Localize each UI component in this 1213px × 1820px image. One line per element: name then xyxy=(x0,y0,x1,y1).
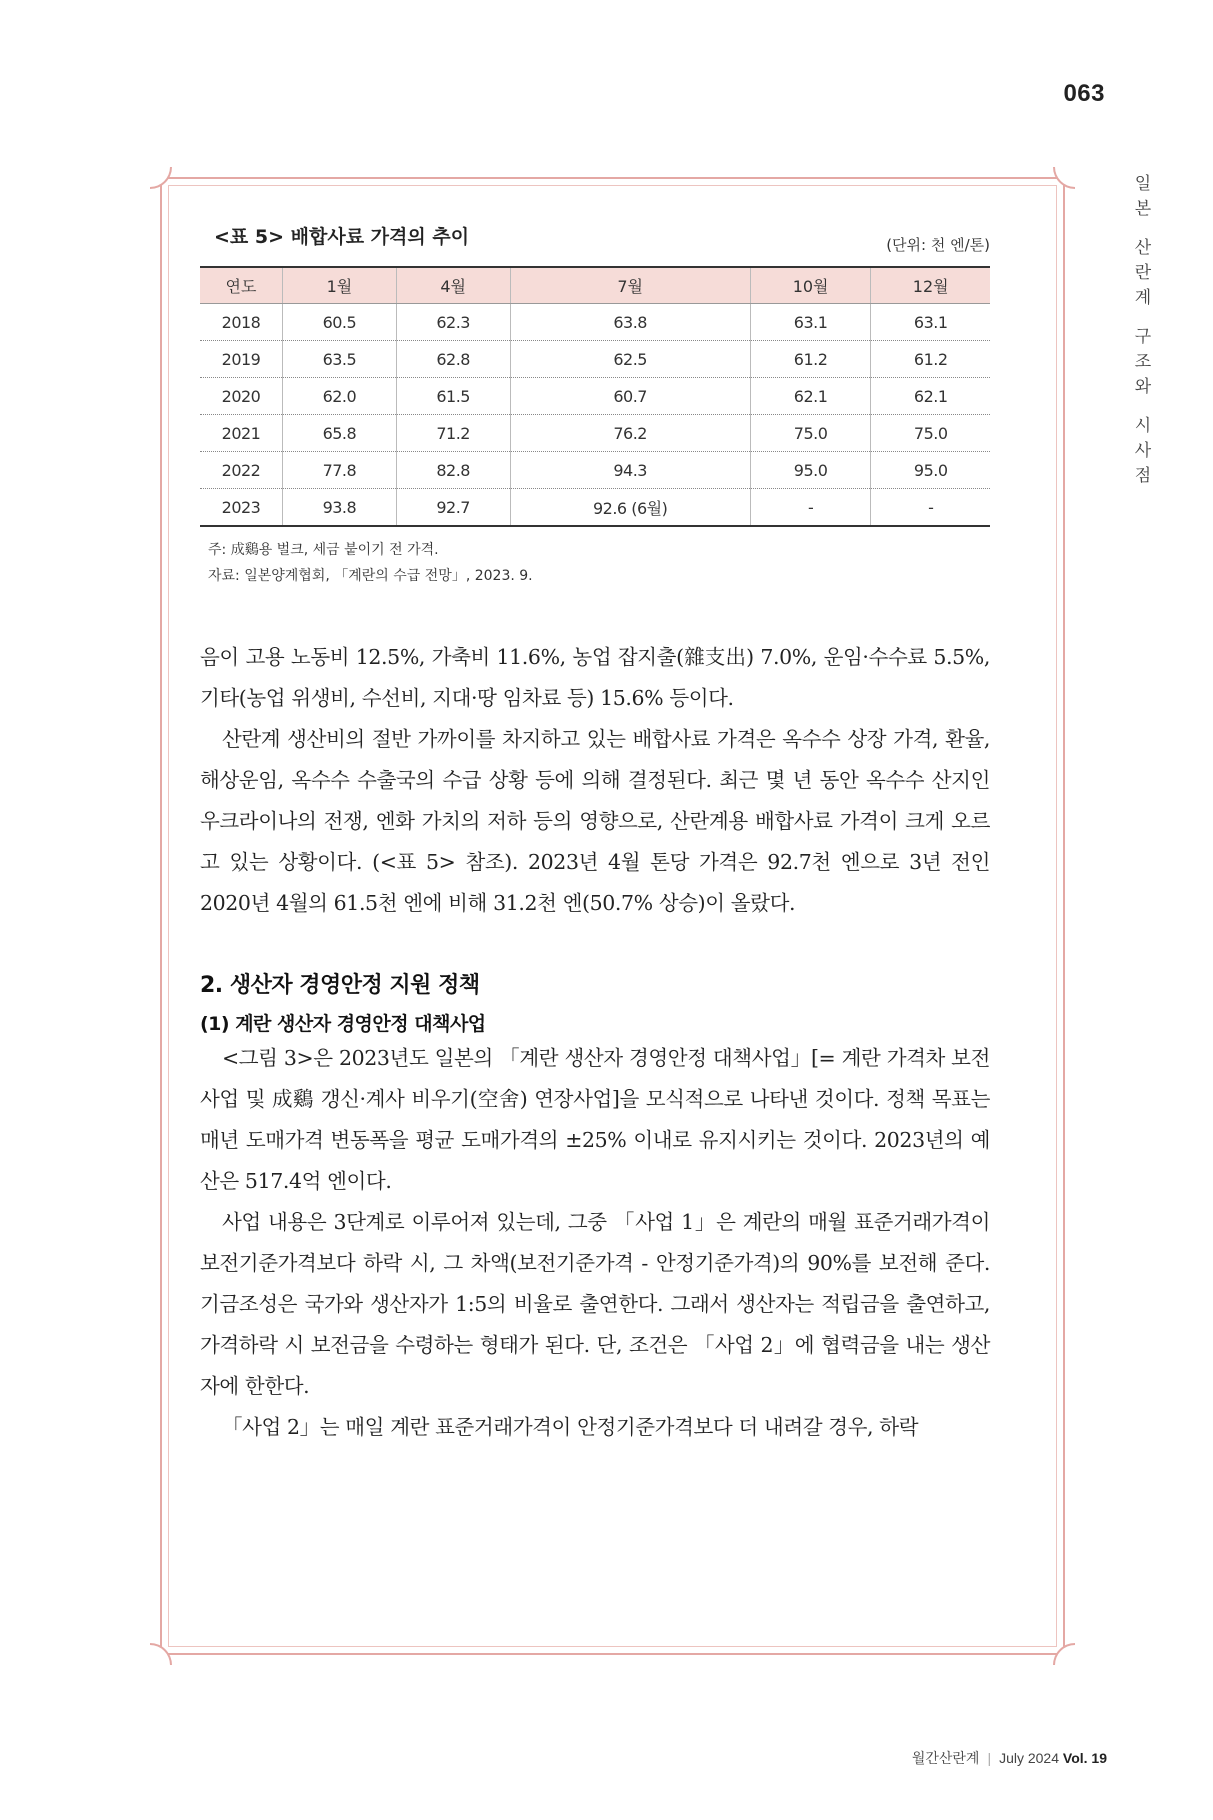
side-title-char xyxy=(1128,222,1158,236)
table-value-cell: 60.7 xyxy=(510,378,750,415)
table-value-cell: 92.6 (6월) xyxy=(510,489,750,527)
table-notes xyxy=(200,537,990,589)
table-header-cell: 1월 xyxy=(283,267,397,304)
table-year-cell: 2020 xyxy=(200,378,283,415)
table-value-cell: 71.2 xyxy=(396,415,510,452)
paragraph: 산란계 생산비의 절반 가까이를 차지하고 있는 배합사료 가격은 옥수수 상장 가격, 환율, 해상운임, 옥수수 수출국의 수급 상황 등에 의해 결정된다. 최근 몇 년 동안 옥수수 산지인 우크라이나의 전쟁, 엔화 가치의 저하 등의 영향으로, 산란계용 배합사료 가격이 크게 오르고 있는 상황이다. (<표 5> 참조). 2023년 4월 톤당 가격은 92.7천 엔으로 3년 전인 2020년 4월의 61.5천 엔에 비해 31.2천 엔(50.7% 상승)이 올랐다. xyxy=(200,727,990,915)
table-value-cell: 63.5 xyxy=(283,341,397,378)
table-value-cell: 92.7 xyxy=(396,489,510,527)
table-year-cell: 2021 xyxy=(200,415,283,452)
table-value-cell: 62.0 xyxy=(283,378,397,415)
issue-date: July 2024 xyxy=(999,1750,1060,1766)
body-text-block-2 xyxy=(200,1038,990,1448)
table-value-cell: 61.2 xyxy=(871,341,990,378)
table-value-cell: 93.8 xyxy=(283,489,397,527)
table-value-cell: 95.0 xyxy=(750,452,871,489)
table-value-cell: 77.8 xyxy=(283,452,397,489)
table-header-cell: 10월 xyxy=(750,267,871,304)
table-value-cell: 63.1 xyxy=(750,304,871,341)
table-value-cell: 62.1 xyxy=(871,378,990,415)
table-header-row xyxy=(200,267,990,304)
table-value-cell: 82.8 xyxy=(396,452,510,489)
table-title: <표 5> 배합사료 가격의 추이 xyxy=(214,226,470,248)
page-number: 063 xyxy=(1063,80,1105,107)
feed-price-table xyxy=(200,266,990,527)
side-title-char: 사 xyxy=(1134,441,1152,461)
table-value-cell: 76.2 xyxy=(510,415,750,452)
side-title-char: 구 xyxy=(1134,327,1152,347)
body-text-block-1 xyxy=(200,637,990,924)
paragraph: 사업 내용은 3단계로 이루어져 있는데, 그중 「사업 1」은 계란의 매월 표준거래가격이 보전기준가격보다 하락 시, 그 차액(보전기준가격 - 안정기준가격)의 90%를 보전해 준다. 기금조성은 국가와 생산자가 1:5의 비율로 출연한다. 그래서 생산자는 적립금을 출연하고, 가격하락 시 보전금을 수령하는 형태가 된다. 단, 조건은 「사업 2」에 협력금을 내는 생산자에 한한다. xyxy=(200,1210,990,1398)
paragraph: 「사업 2」는 매일 계란 표준거래가격이 안정기준가격보다 더 내려갈 경우, 하락 xyxy=(222,1415,919,1439)
table-source: 자료: 일본양계협회, 「계란의 수급 전망」, 2023. 9. xyxy=(208,568,533,584)
table-value-cell: 95.0 xyxy=(871,452,990,489)
volume-number: Vol. 19 xyxy=(1062,1750,1107,1766)
table-value-cell: 61.5 xyxy=(396,378,510,415)
table-value-cell: 94.3 xyxy=(510,452,750,489)
table-value-cell: 60.5 xyxy=(283,304,397,341)
table-value-cell: 75.0 xyxy=(750,415,871,452)
side-title-char xyxy=(1128,311,1158,325)
table-value-cell: 62.5 xyxy=(510,341,750,378)
table-body xyxy=(200,304,990,527)
running-section-title xyxy=(1128,172,1158,489)
table-value-cell: 65.8 xyxy=(283,415,397,452)
table-header-cell: 연도 xyxy=(200,267,283,304)
side-title-char: 와 xyxy=(1134,377,1152,397)
table-header-cell: 7월 xyxy=(510,267,750,304)
sub-heading: (1) 계란 생산자 경영안정 대책사업 xyxy=(200,1013,486,1035)
table-value-cell: 62.3 xyxy=(396,304,510,341)
table-row xyxy=(200,452,990,489)
page-footer: 월간산란계 | July 2024 Vol. 19 xyxy=(911,1750,1107,1766)
side-title-char: 조 xyxy=(1134,352,1152,372)
table-value-cell: 63.1 xyxy=(871,304,990,341)
table-row xyxy=(200,415,990,452)
table-value-cell: 62.8 xyxy=(396,341,510,378)
magazine-name: 월간산란계 xyxy=(911,1750,980,1766)
side-title-char: 점 xyxy=(1134,466,1152,486)
side-title-char: 본 xyxy=(1134,199,1152,219)
table-year-cell: 2018 xyxy=(200,304,283,341)
table-header-cell: 12월 xyxy=(871,267,990,304)
side-title-char: 계 xyxy=(1134,288,1152,308)
table-value-cell: 75.0 xyxy=(871,415,990,452)
paragraph: <그림 3>은 2023년도 일본의 「계란 생산자 경영안정 대책사업」[= 계란 가격차 보전 사업 및 成鷄 갱신·계사 비우기(空舍) 연장사업]을 모식적으로 나타낸 것이다. 정책 목표는 매년 도매가격 변동폭을 평균 도매가격의 ±25% 이내로 유지시키는 것이다. 2023년의 예산은 517.4억 엔이다. xyxy=(200,1046,990,1193)
table-row xyxy=(200,489,990,527)
table-year-cell: 2019 xyxy=(200,341,283,378)
table-value-cell: 62.1 xyxy=(750,378,871,415)
table-value-cell: 63.8 xyxy=(510,304,750,341)
side-title-char: 일 xyxy=(1134,174,1152,194)
paragraph: 음이 고용 노동비 12.5%, 가축비 11.6%, 농업 잡지출(雜支出) 7.0%, 운임·수수료 5.5%, 기타(농업 위생비, 수선비, 지대·땅 임차료 등) 15.6% 등이다. xyxy=(200,645,990,710)
table-unit: (단위: 천 엔/톤) xyxy=(886,236,990,254)
table-note: 주: 成鷄용 벌크, 세금 붙이기 전 가격. xyxy=(208,542,439,558)
side-title-char xyxy=(1128,400,1158,414)
article-content xyxy=(200,222,990,1448)
table-row xyxy=(200,341,990,378)
table-row xyxy=(200,304,990,341)
table-year-cell: 2022 xyxy=(200,452,283,489)
table-header-cell: 4월 xyxy=(396,267,510,304)
section-heading: 2. 생산자 경영안정 지원 정책 xyxy=(200,973,480,998)
table-year-cell: 2023 xyxy=(200,489,283,527)
table-caption xyxy=(200,222,990,266)
side-title-char: 란 xyxy=(1134,263,1152,283)
table-value-cell: - xyxy=(750,489,871,527)
side-title-char: 시 xyxy=(1134,416,1152,436)
side-title-char: 산 xyxy=(1134,238,1152,258)
table-value-cell: 61.2 xyxy=(750,341,871,378)
table-row xyxy=(200,378,990,415)
table-value-cell: - xyxy=(928,497,934,517)
